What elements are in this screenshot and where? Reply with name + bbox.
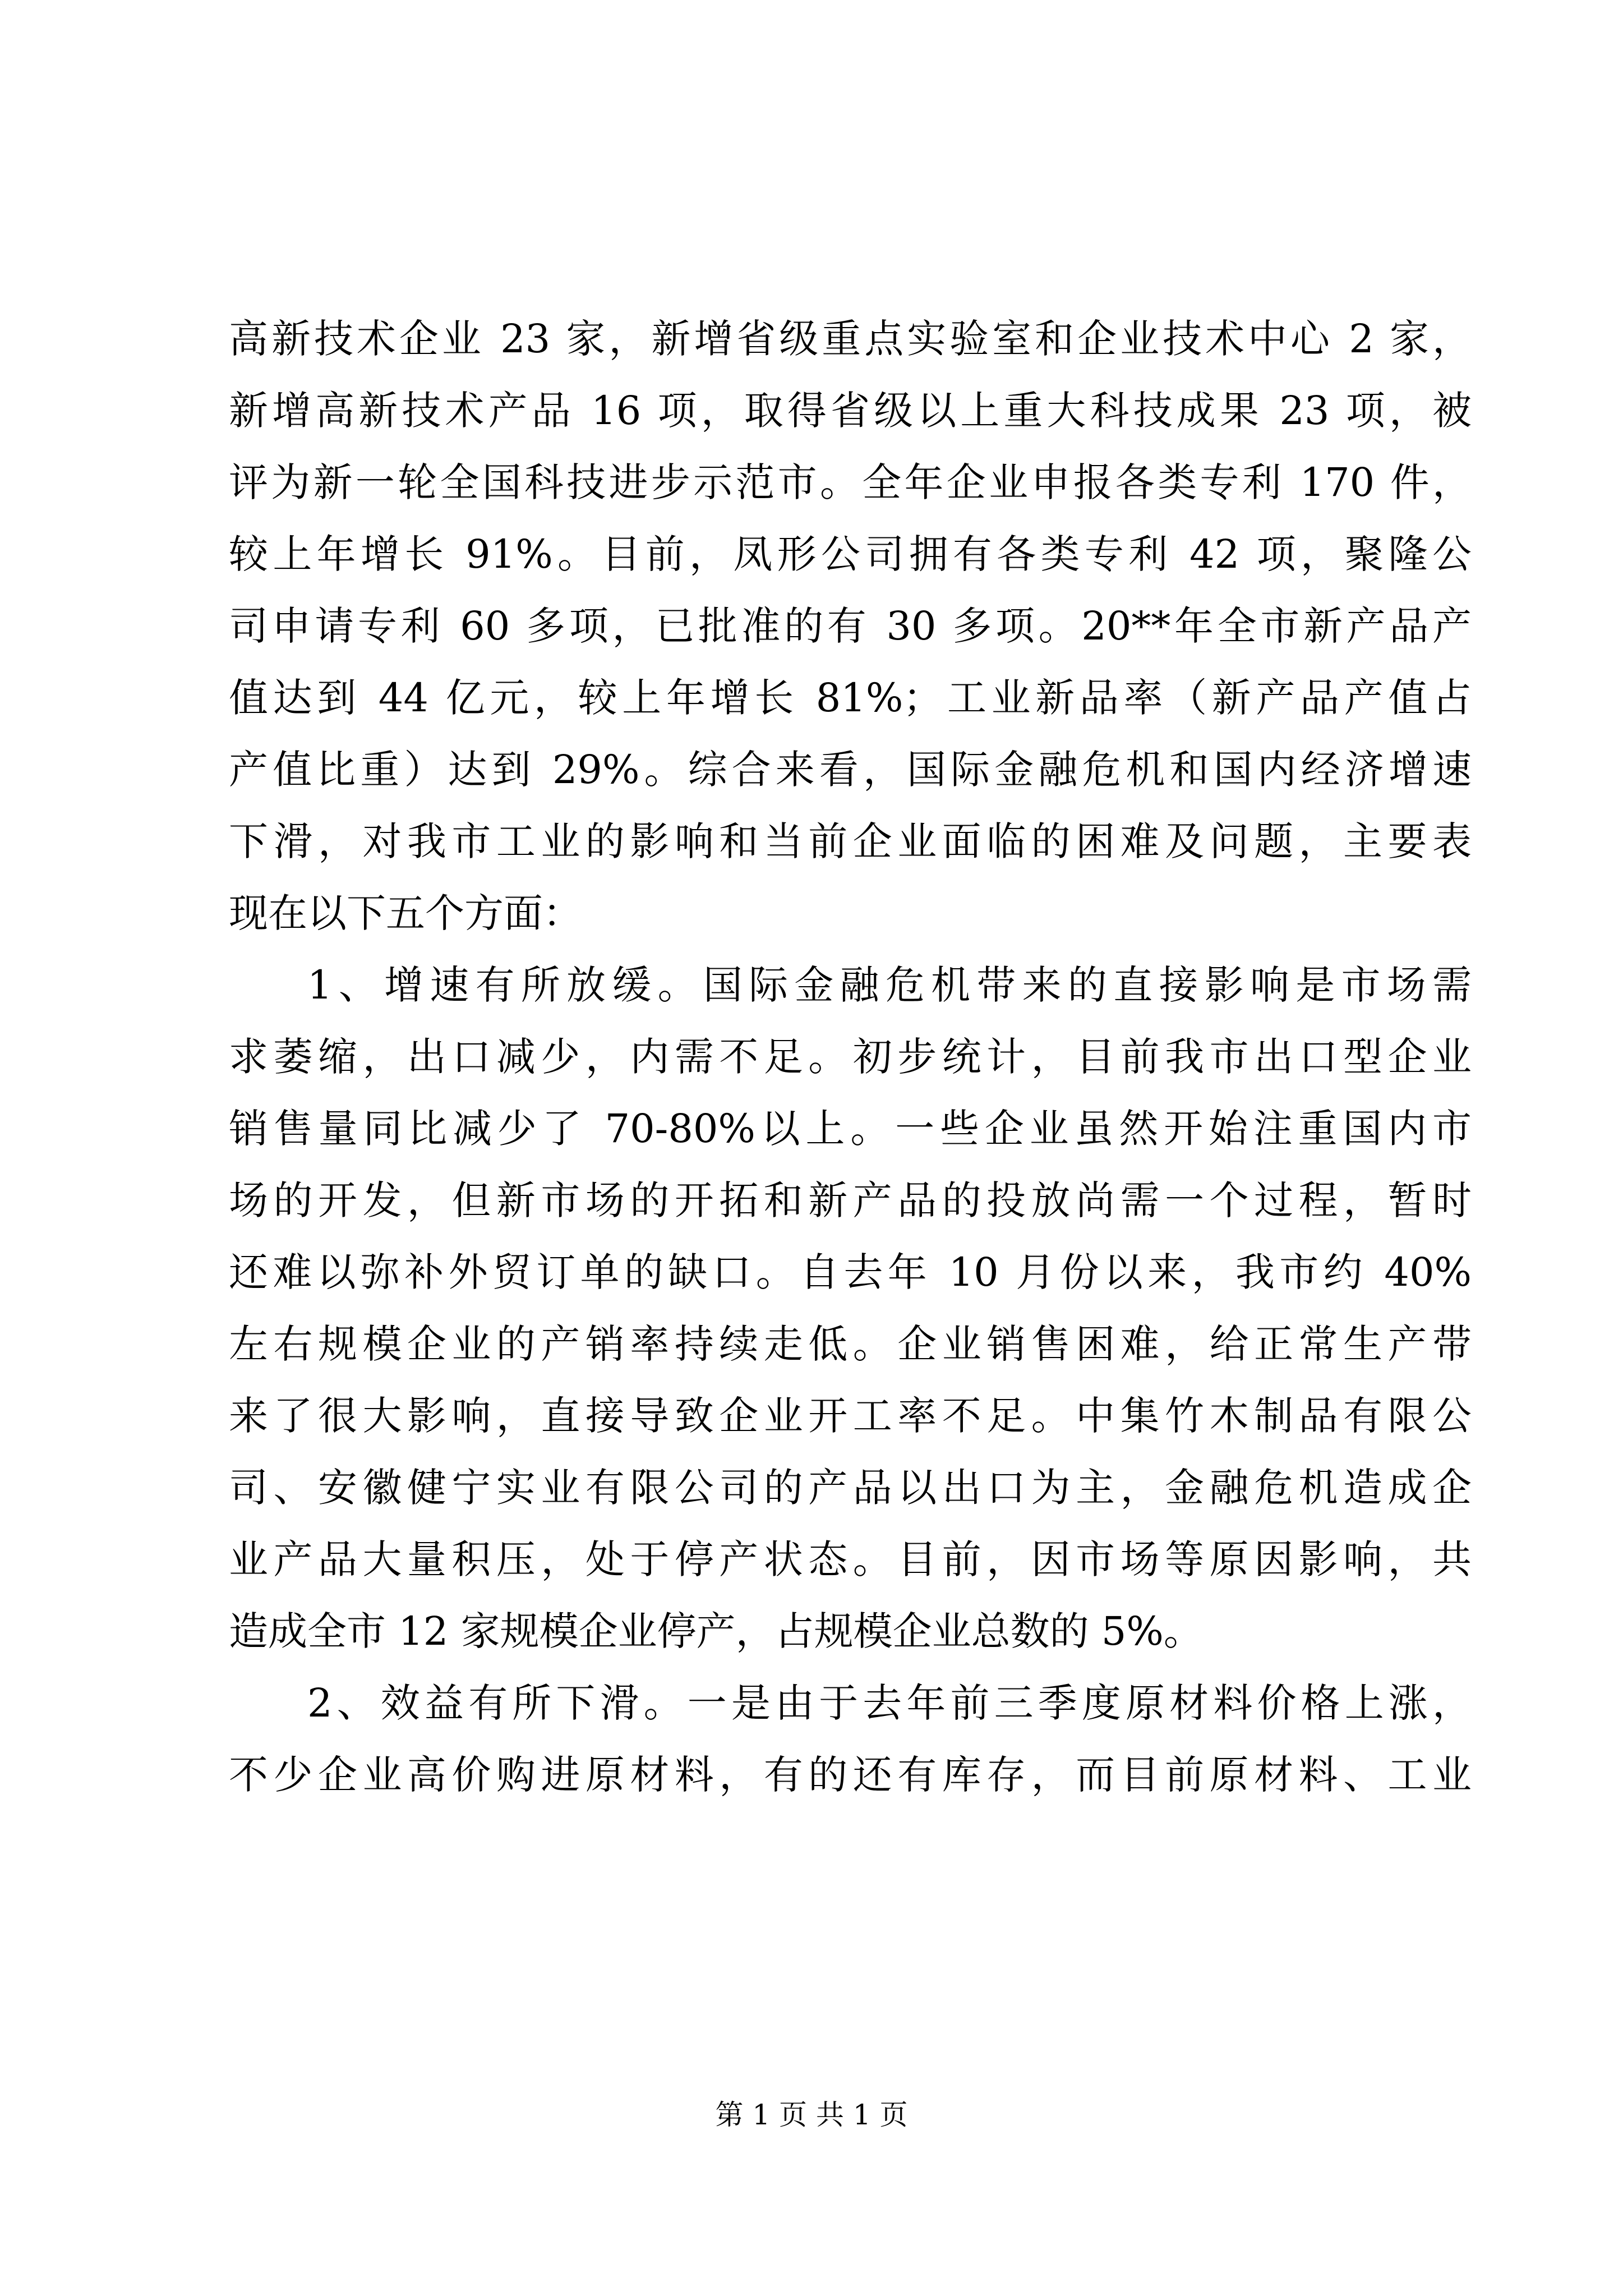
text-line: 2、效益有所下滑。一是由于去年前三季度原材料价格上涨，	[307, 1680, 1472, 1726]
text-line: 产值比重）达到 29%。综合来看，国际金融危机和国内经济增速	[229, 747, 1472, 793]
page-number-label: 第 1 页 共 1 页	[715, 2099, 908, 2131]
text-line: 高新技术企业 23 家，新增省级重点实验室和企业技术中心 2 家，	[229, 316, 1472, 362]
text-line: 1、增速有所放缓。国际金融危机带来的直接影响是市场需	[307, 962, 1472, 1008]
text-line: 下滑，对我市工业的影响和当前企业面临的困难及问题，主要表	[229, 818, 1472, 864]
text-line: 司、安徽健宁实业有限公司的产品以出口为主，金融危机造成企	[229, 1465, 1472, 1511]
text-line: 值达到 44 亿元，较上年增长 81%；工业新品率（新产品产值占	[229, 675, 1472, 721]
body-text	[229, 303, 1472, 1811]
text-line: 较上年增长 91%。目前，凤形公司拥有各类专利 42 项，聚隆公	[229, 531, 1472, 577]
text-line: 场的开发，但新市场的开拓和新产品的投放尚需一个过程，暂时	[229, 1177, 1472, 1223]
text-line: 还难以弥补外贸订单的缺口。自去年 10 月份以来，我市约 40%	[229, 1249, 1472, 1295]
text-line: 不少企业高价购进原材料，有的还有库存，而目前原材料、工业	[229, 1752, 1472, 1798]
text-line: 左右规模企业的产销率持续走低。企业销售困难，给正常生产带	[229, 1321, 1472, 1367]
text-line: 销售量同比减少了 70-80%以上。一些企业虽然开始注重国内市	[229, 1106, 1472, 1152]
page-footer	[0, 2098, 1623, 2132]
text-line: 评为新一轮全国科技进步示范市。全年企业申报各类专利 170 件，	[229, 459, 1472, 505]
text-line: 现在以下五个方面：	[229, 890, 582, 936]
text-line: 求萎缩，出口减少，内需不足。初步统计，目前我市出口型企业	[229, 1034, 1472, 1080]
text-line: 来了很大影响，直接导致企业开工率不足。中集竹木制品有限公	[229, 1393, 1472, 1439]
paragraph-3	[229, 1667, 1472, 1811]
text-line: 新增高新技术产品 16 项，取得省级以上重大科技成果 23 项，被	[229, 388, 1472, 434]
paragraph-2	[229, 949, 1472, 1667]
text-line: 造成全市 12 家规模企业停产，占规模企业总数的 5%。	[229, 1608, 1203, 1654]
text-line: 司申请专利 60 多项，已批准的有 30 多项。20**年全市新产品产	[229, 603, 1472, 649]
text-line: 业产品大量积压，处于停产状态。目前，因市场等原因影响，共	[229, 1536, 1472, 1582]
paragraph-1	[229, 303, 1472, 949]
